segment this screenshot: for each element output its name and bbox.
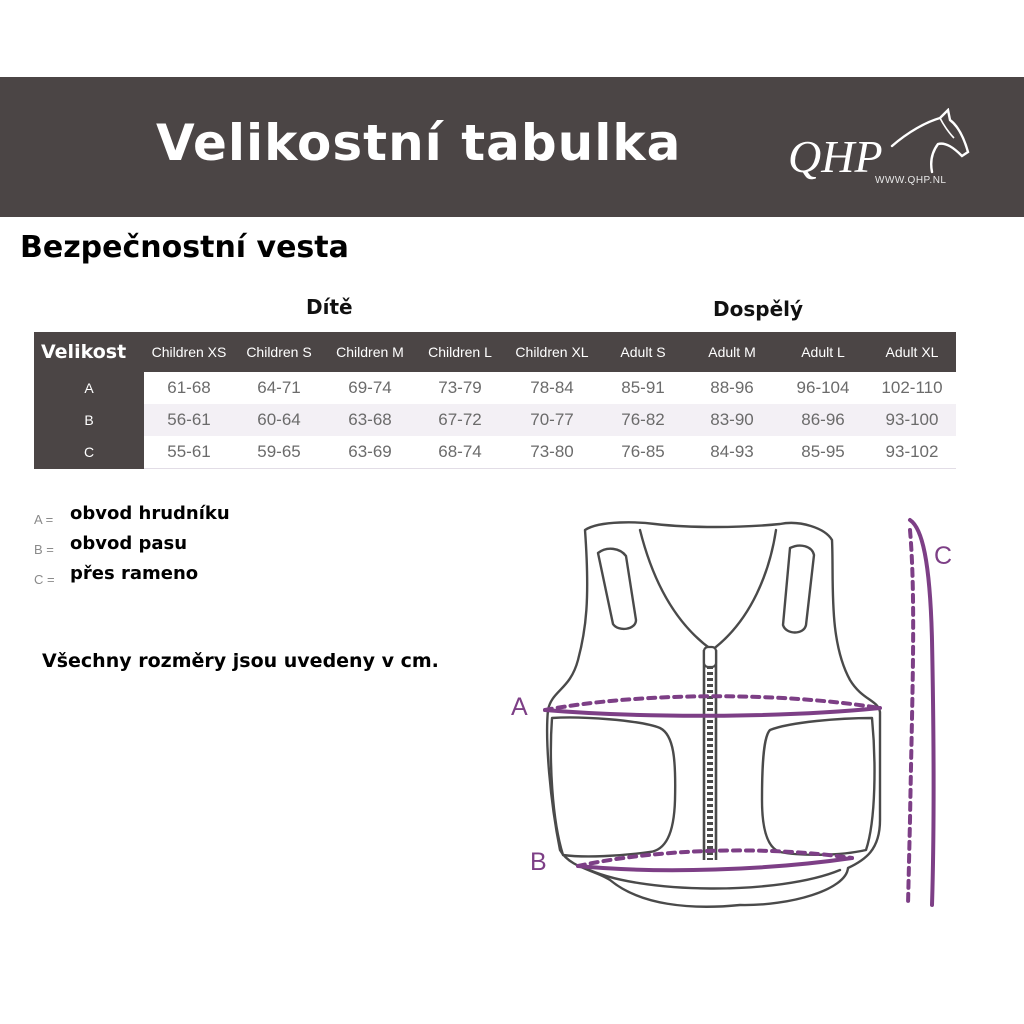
diagram-label-a: A <box>511 693 528 721</box>
column-header: Children M <box>324 332 416 372</box>
table-corner-label: Velikost <box>34 332 144 372</box>
table-cell: 88-96 <box>686 372 778 404</box>
column-header: Adult XL <box>868 332 956 372</box>
table-cell: 76-85 <box>600 436 686 469</box>
column-header: Children S <box>234 332 324 372</box>
table-row <box>34 372 956 404</box>
vest-diagram <box>500 500 1000 940</box>
table-cell: 76-82 <box>600 404 686 436</box>
right-side-panel <box>762 718 874 855</box>
logo-text: QHP <box>788 131 883 182</box>
units-note: Všechny rozměry jsou uvedeny v cm. <box>42 650 439 672</box>
table-cell: 102-110 <box>868 372 956 404</box>
table-cell: 85-91 <box>600 372 686 404</box>
left-side-panel <box>551 717 675 856</box>
table-cell: 60-64 <box>234 404 324 436</box>
group-label-child: Dítě <box>306 295 353 319</box>
table-cell: 63-69 <box>324 436 416 469</box>
table-cell: 55-61 <box>144 436 234 469</box>
table-cell: 68-74 <box>416 436 504 469</box>
row-key: B <box>34 404 144 436</box>
group-label-adult: Dospělý <box>713 297 804 321</box>
table-cell: 86-96 <box>778 404 868 436</box>
legend-key: B = <box>34 542 54 557</box>
table-cell: 73-79 <box>416 372 504 404</box>
table-cell: 56-61 <box>144 404 234 436</box>
legend-key: A = <box>34 512 54 527</box>
shoulder-measure-dashed <box>908 530 913 905</box>
column-header: Adult L <box>778 332 868 372</box>
table-row <box>34 404 956 436</box>
table-cell: 84-93 <box>686 436 778 469</box>
table-cell: 63-68 <box>324 404 416 436</box>
column-header: Children XS <box>144 332 234 372</box>
table-cell: 59-65 <box>234 436 324 469</box>
column-header: Children L <box>416 332 504 372</box>
legend-text: obvod hrudníku <box>70 503 230 524</box>
row-key: C <box>34 436 144 469</box>
table-cell: 69-74 <box>324 372 416 404</box>
table-cell: 70-77 <box>504 404 600 436</box>
table-cell: 96-104 <box>778 372 868 404</box>
table-cell: 73-80 <box>504 436 600 469</box>
zipper-pull-icon <box>704 647 716 667</box>
table-cell: 93-102 <box>868 436 956 469</box>
page-title: Velikostní tabulka <box>156 114 682 172</box>
diagram-label-b: B <box>530 848 547 876</box>
logo-url: WWW.QHP.NL <box>875 175 947 186</box>
column-header: Adult M <box>686 332 778 372</box>
table-cell: 67-72 <box>416 404 504 436</box>
column-header: Adult S <box>600 332 686 372</box>
column-header: Children XL <box>504 332 600 372</box>
table-cell: 78-84 <box>504 372 600 404</box>
table-row <box>34 436 956 469</box>
table-cell: 85-95 <box>778 436 868 469</box>
size-table <box>34 332 956 469</box>
table-cell: 61-68 <box>144 372 234 404</box>
table-cell: 64-71 <box>234 372 324 404</box>
diagram-label-c: C <box>934 542 953 570</box>
legend-text: obvod pasu <box>70 533 188 554</box>
table-cell: 83-90 <box>686 404 778 436</box>
product-subtitle: Bezpečnostní vesta <box>20 230 349 265</box>
legend-key: C = <box>34 572 55 587</box>
table-header-row <box>34 332 956 372</box>
row-key: A <box>34 372 144 404</box>
legend-text: přes rameno <box>70 563 199 584</box>
table-cell: 93-100 <box>868 404 956 436</box>
